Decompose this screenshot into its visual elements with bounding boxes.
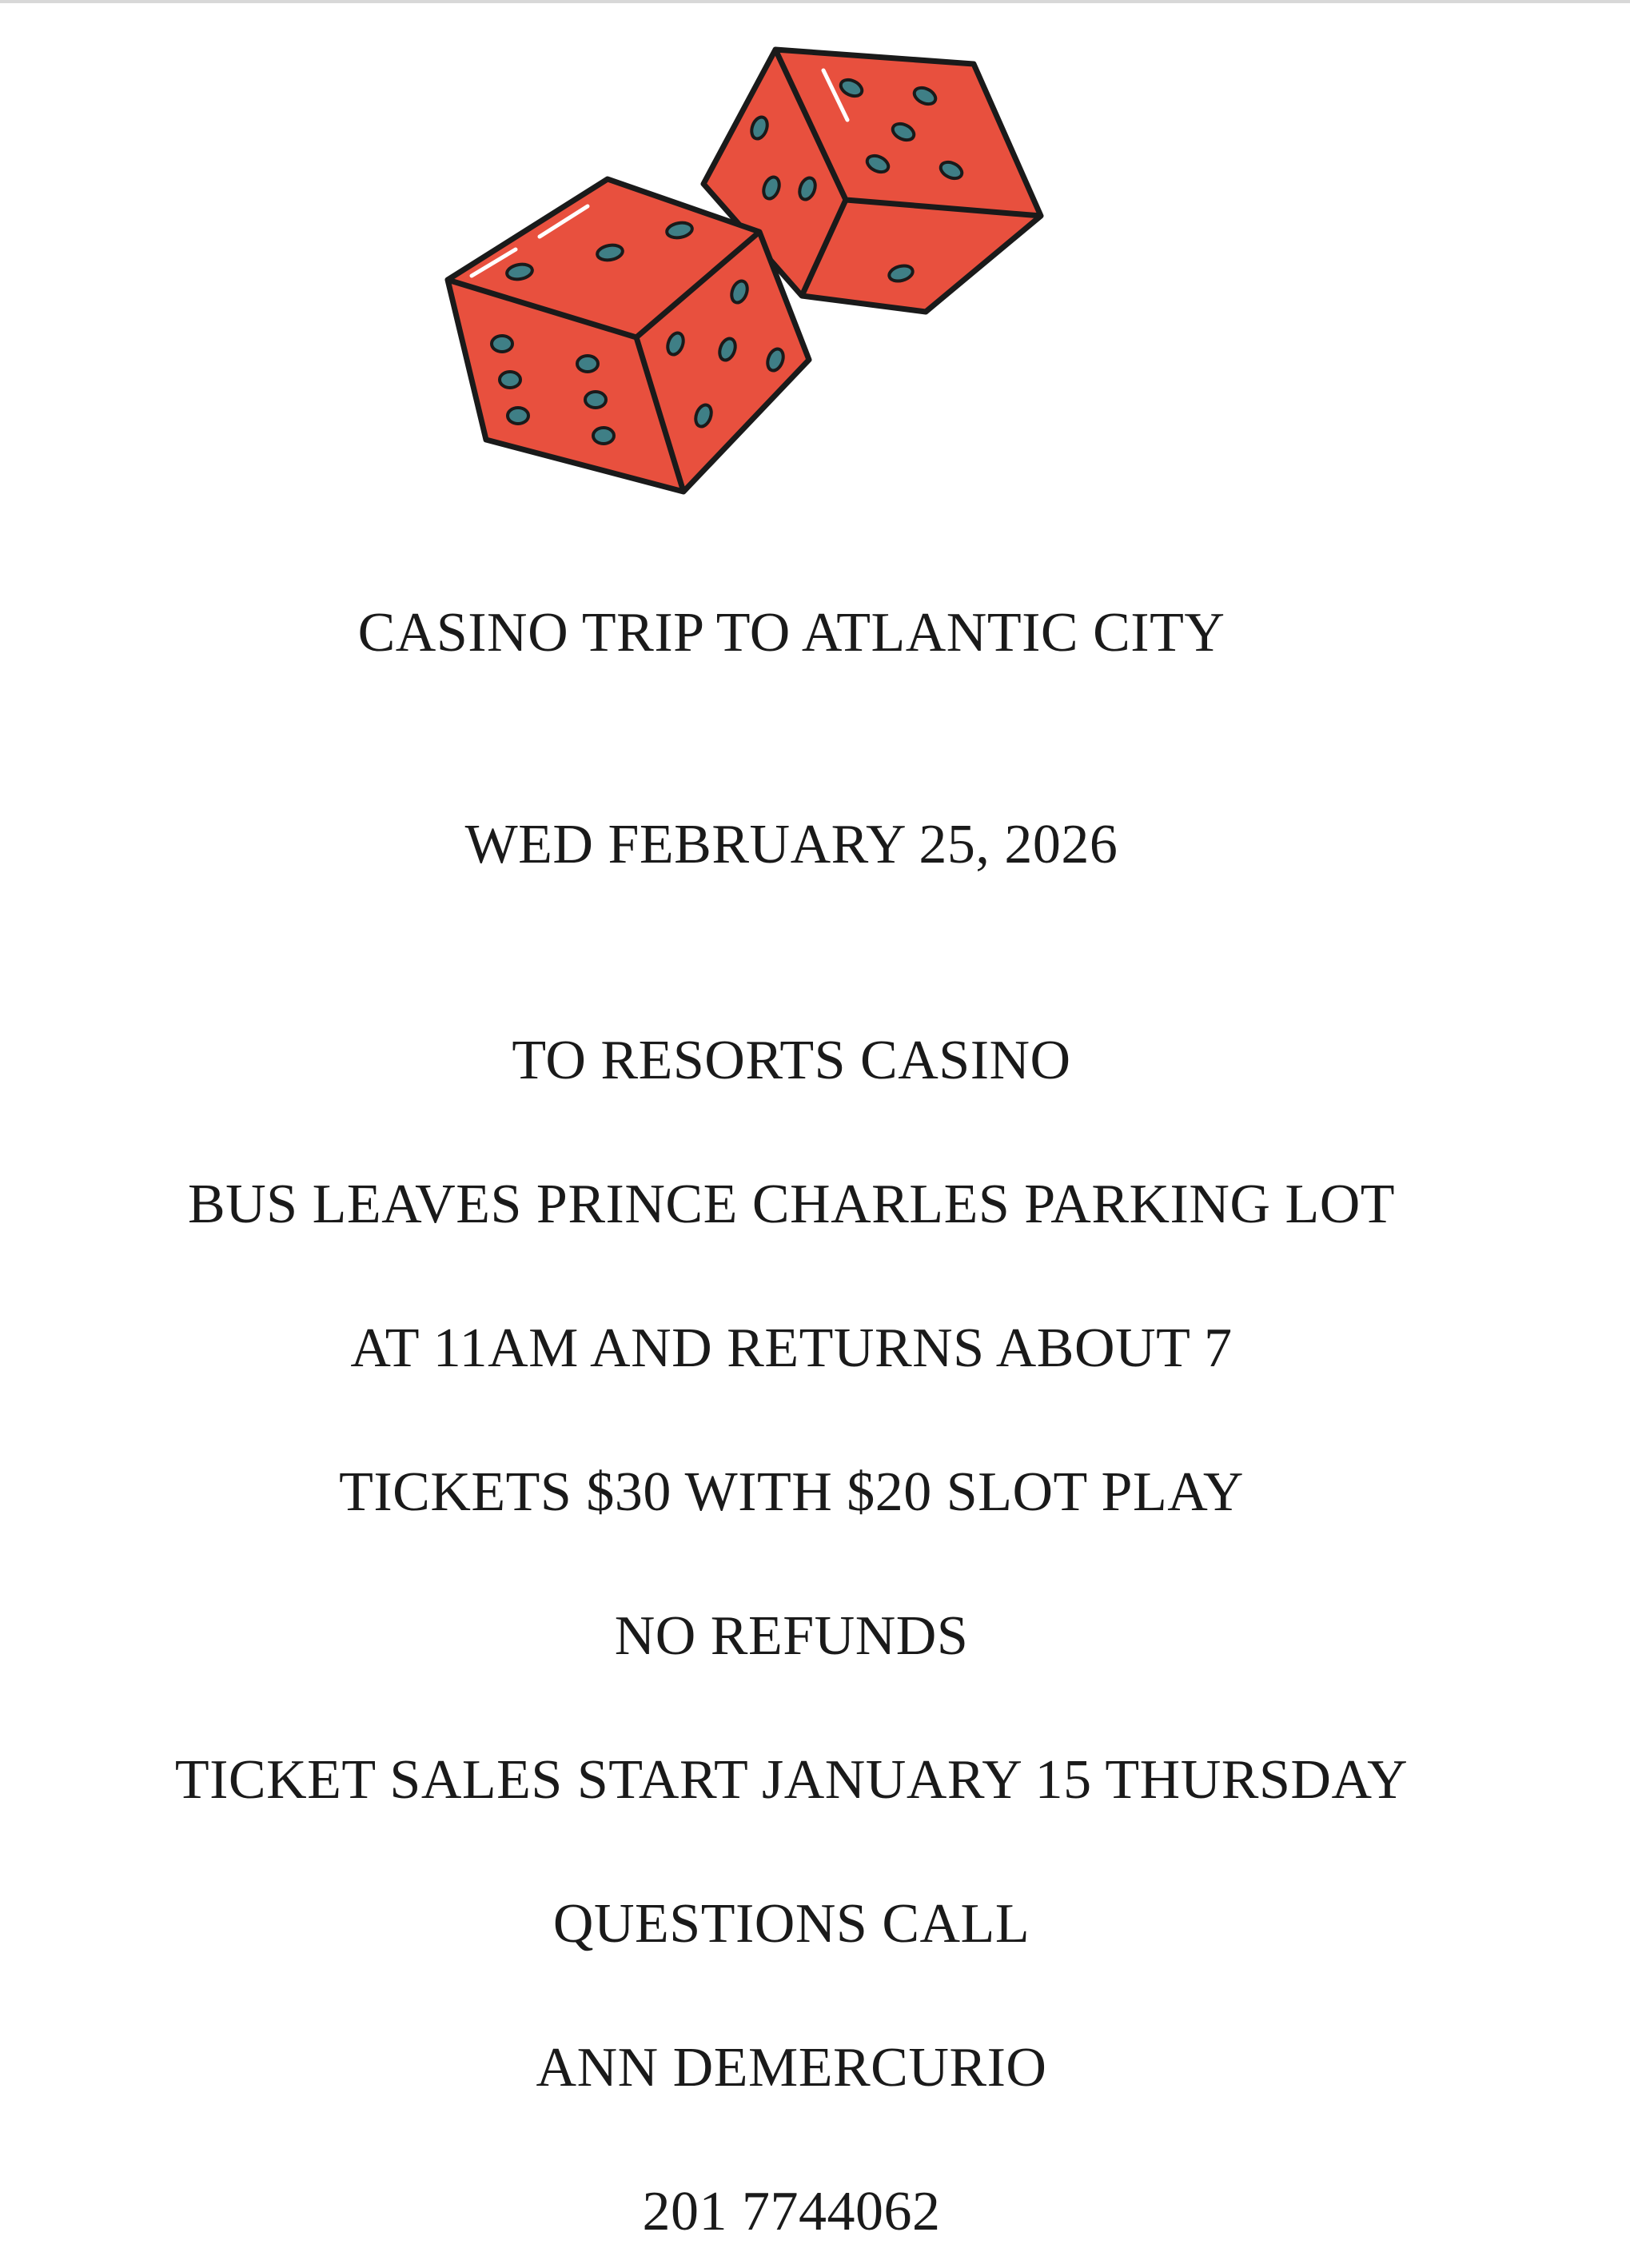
event-date: WED FEBRUARY 25, 2026 <box>464 814 1118 875</box>
ticket-price: TICKETS $30 WITH $20 SLOT PLAY <box>339 1461 1244 1523</box>
contact-phone: 201 7744062 <box>642 2181 941 2242</box>
top-rule <box>0 0 1630 3</box>
ticket-sales-start: TICKET SALES START JANUARY 15 THURSDAY <box>174 1749 1409 1811</box>
questions-label: QUESTIONS CALL <box>552 1893 1030 1955</box>
departure-location: BUS LEAVES PRINCE CHARLES PARKING LOT <box>187 1174 1396 1235</box>
contact-name: ANN DEMERCURIO <box>536 2037 1047 2099</box>
title: CASINO TRIP TO ATLANTIC CITY <box>357 602 1225 664</box>
refund-policy: NO REFUNDS <box>614 1605 969 1667</box>
dice-icon <box>440 40 1063 504</box>
destination: TO RESORTS CASINO <box>512 1030 1071 1091</box>
departure-return-times: AT 11AM AND RETURNS ABOUT 7 <box>350 1317 1233 1379</box>
